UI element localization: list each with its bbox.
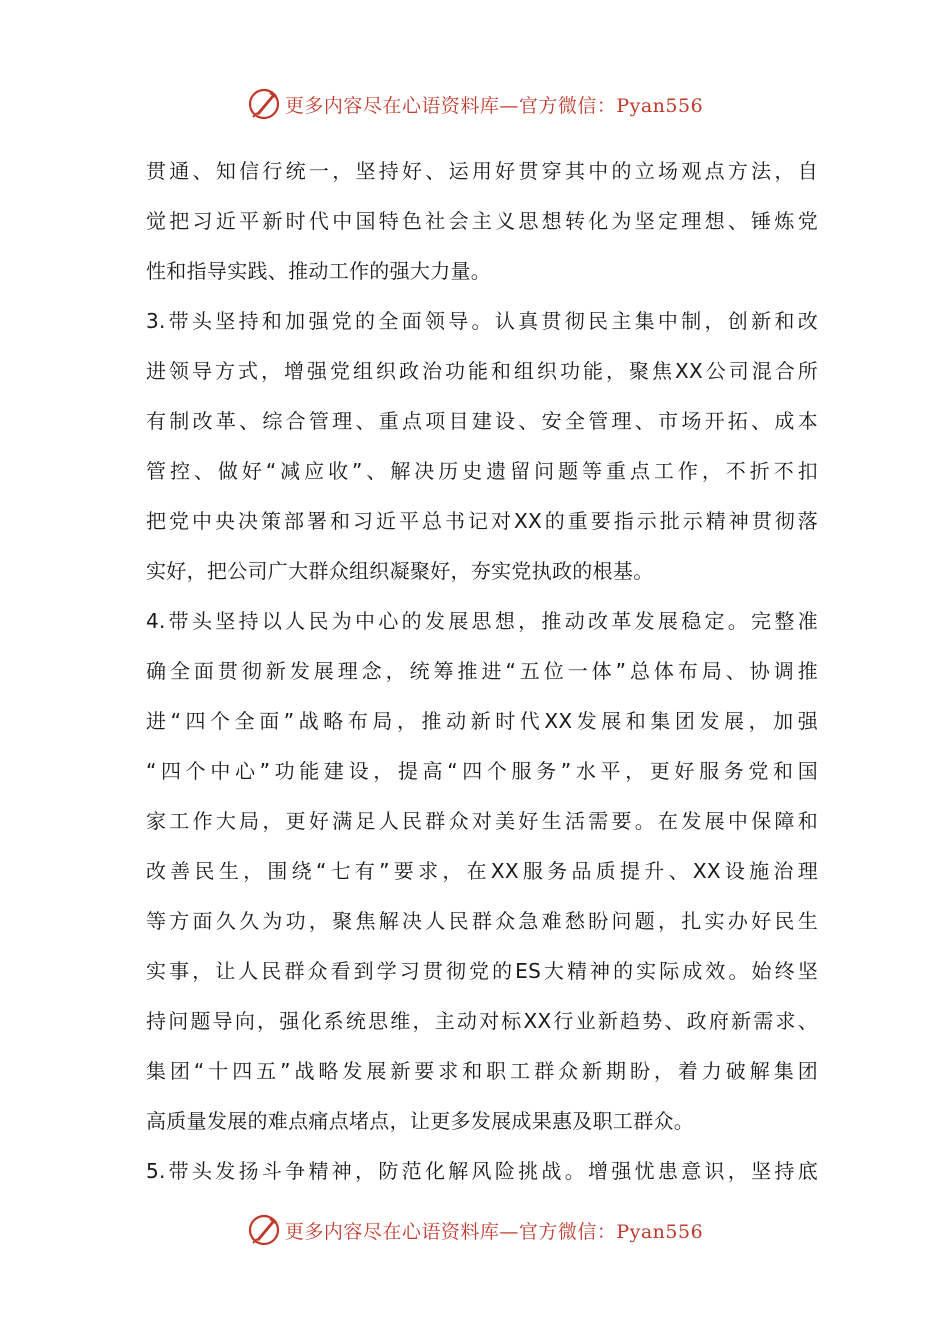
text-line: 贯通、知信行统一，坚持好、运用好贯穿其中的立场观点方法，自 (146, 159, 818, 183)
text-line: 改善民生，围绕“七有”要求，在XX服务品质提升、XX设施治理 (146, 859, 818, 883)
header-banner-text: 更多内容尽在心语资料库—官方微信：Pyan556 (284, 94, 704, 117)
text-line: 集团“十四五”战略发展新要求和职工群众新期盼，着力破解集团 (146, 1059, 818, 1083)
text-line: 进“四个全面”战略布局，推动新时代XX发展和集团发展，加强 (146, 709, 818, 733)
footer-banner (0, 1210, 950, 1250)
header-banner (0, 84, 950, 124)
text-line: 确全面贯彻新发展理念，统筹推进“五位一体”总体布局、协调推 (146, 659, 818, 683)
text-line: 家工作大局，更好满足人民群众对美好生活需要。在发展中保障和 (146, 809, 818, 833)
text-line: 持问题导向，强化系统思维，主动对标XX行业新趋势、政府新需求、 (146, 1009, 818, 1033)
quill-logo-icon (247, 1213, 281, 1247)
text-line: “四个中心”功能建设，提高“四个服务”水平，更好服务党和国 (146, 759, 818, 783)
text-line: 4.带头坚持以人民为中心的发展思想，推动改革发展稳定。完整准 (146, 609, 818, 633)
text-line: 高质量发展的难点痛点堵点，让更多发展成果惠及职工群众。 (146, 1109, 695, 1133)
text-line: 5.带头发扬斗争精神，防范化解风险挑战。增强忧患意识，坚持底 (146, 1159, 818, 1183)
quill-logo-icon (247, 87, 281, 121)
text-line: 实事，让人民群众看到学习贯彻党的ES大精神的实际成效。始终坚 (146, 959, 818, 983)
text-line: 性和指导实践、推动工作的强大力量。 (146, 259, 492, 283)
text-line: 进领导方式，增强党组织政治功能和组织功能，聚焦XX公司混合所 (146, 359, 818, 383)
text-line: 有制改革、综合管理、重点项目建设、安全管理、市场开拓、成本 (146, 409, 818, 433)
text-line: 3.带头坚持和加强党的全面领导。认真贯彻民主集中制，创新和改 (146, 309, 818, 333)
document-body (146, 146, 818, 1196)
text-line: 等方面久久为功，聚焦解决人民群众急难愁盼问题，扎实办好民生 (146, 909, 818, 933)
text-line: 把党中央决策部署和习近平总书记对XX的重要指示批示精神贯彻落 (146, 509, 818, 533)
text-line: 实好，把公司广大群众组织凝聚好，夯实党执政的根基。 (146, 559, 654, 583)
text-line: 管控、做好“减应收”、解决历史遗留问题等重点工作，不折不扣 (146, 459, 818, 483)
footer-banner-text: 更多内容尽在心语资料库—官方微信：Pyan556 (284, 1220, 704, 1243)
text-line: 觉把习近平新时代中国特色社会主义思想转化为坚定理想、锤炼党 (146, 209, 818, 233)
